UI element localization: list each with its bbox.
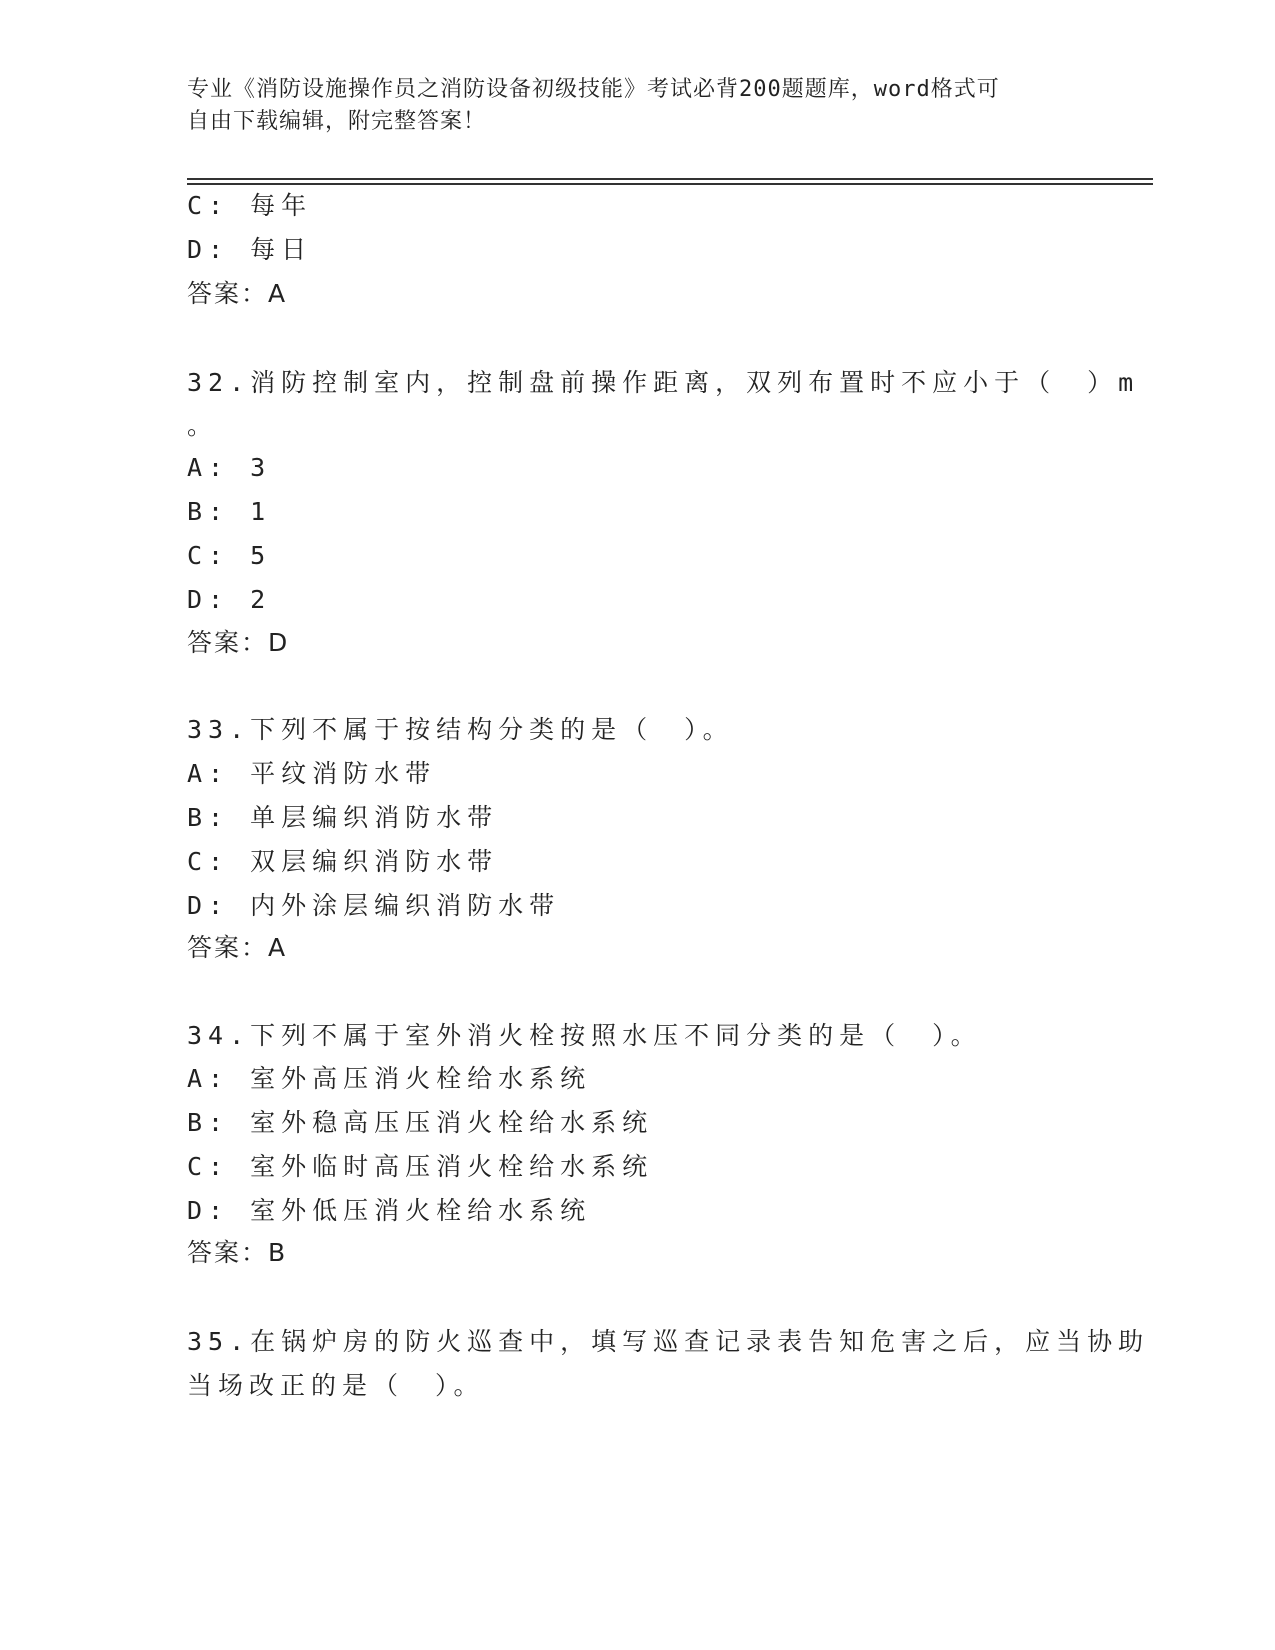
q32-stem-line-2: 。 [187,411,219,440]
q31-option-d: D: 每日 [187,235,313,264]
q34-option-c: C: 室外临时高压消火栓给水系统 [187,1152,654,1181]
q34-option-b: B: 室外稳高压压消火栓给水系统 [187,1108,654,1137]
q31-option-c: C: 每年 [187,191,313,220]
q35-stem-line-2: 当场改正的是（ ）。 [187,1371,485,1400]
q35-stem-line-1: 35.在锅炉房的防火巡查中，填写巡查记录表告知危害之后，应当协助 [187,1327,1150,1356]
q32-option-c: C: 5 [187,541,272,570]
q34-option-d: D: 室外低压消火栓给水系统 [187,1196,592,1225]
q32-option-a: A: 3 [187,453,272,482]
q33-stem: 33.下列不属于按结构分类的是（ ）。 [187,715,734,744]
q31-answer: 答案：A [187,279,288,308]
q32-option-d: D: 2 [187,585,272,614]
header-line-2: 自由下载编辑，附完整答案！ [187,109,487,134]
document-header [187,74,1067,138]
header-divider-top [187,178,1153,180]
q33-option-d: D: 内外涂层编织消防水带 [187,891,561,920]
header-line-1: 专业《消防设施操作员之消防设备初级技能》考试必背200题题库，word格式可 [187,77,1000,102]
q33-option-b: B: 单层编织消防水带 [187,803,499,832]
header-divider-bottom [187,183,1153,185]
q33-answer: 答案：A [187,933,288,962]
q32-stem-line-1: 32.消防控制室内，控制盘前操作距离，双列布置时不应小于（ ）m [187,368,1140,397]
q33-option-a: A: 平纹消防水带 [187,759,437,788]
q34-answer: 答案：B [187,1238,288,1267]
q32-option-b: B: 1 [187,497,272,526]
q34-stem: 34.下列不属于室外消火栓按照水压不同分类的是（ ）。 [187,1021,982,1050]
q32-answer: 答案：D [187,628,290,657]
q33-option-c: C: 双层编织消防水带 [187,847,499,876]
q34-option-a: A: 室外高压消火栓给水系统 [187,1064,592,1093]
